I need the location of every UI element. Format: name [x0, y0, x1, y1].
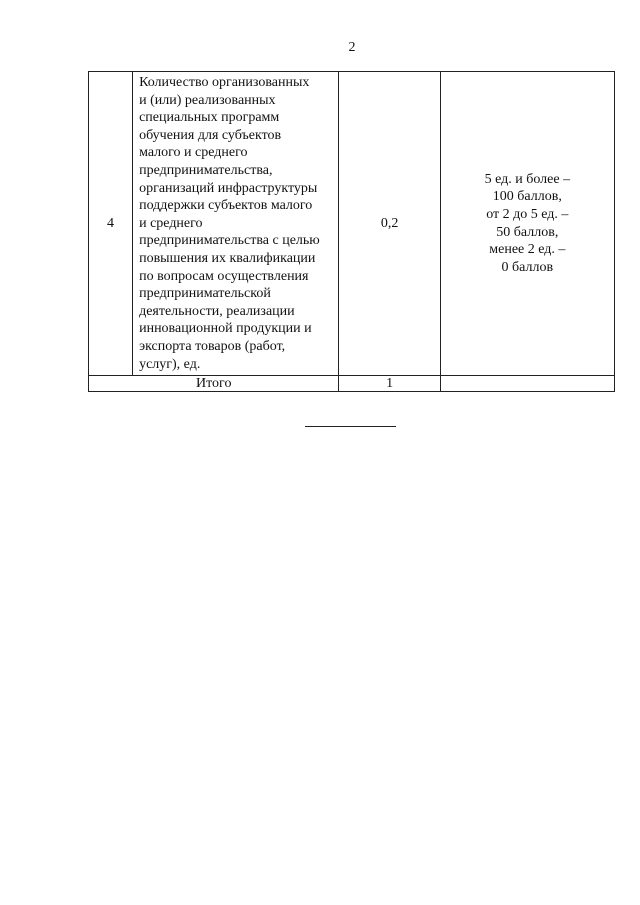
total-row [89, 376, 615, 392]
total-label: Итого [89, 376, 339, 392]
criteria-table [88, 71, 615, 392]
table-row [89, 72, 615, 376]
criterion-scoring: 5 ед. и более – 100 баллов, от 2 до 5 ед. – 50 баллов, менее 2 ед. – 0 баллов [440, 72, 614, 376]
total-weight: 1 [339, 376, 440, 392]
criterion-weight: 0,2 [339, 72, 440, 376]
row-number: 4 [89, 72, 133, 376]
criterion-name: Количество организованных и (или) реализованных специальных программ обучения для субъектов малого и среднего предпринимательства, организаций инфраструктуры поддержки субъектов малого и среднего предпринимательства с целью повышения их квалификации по вопросам осуществления предпринимательской деятельности, реализации инновационной продукции и экспорта товаров (работ, услуг), ед. [133, 72, 339, 376]
closing-divider [305, 426, 396, 427]
page-number: 2 [348, 40, 356, 55]
total-score [440, 376, 614, 392]
